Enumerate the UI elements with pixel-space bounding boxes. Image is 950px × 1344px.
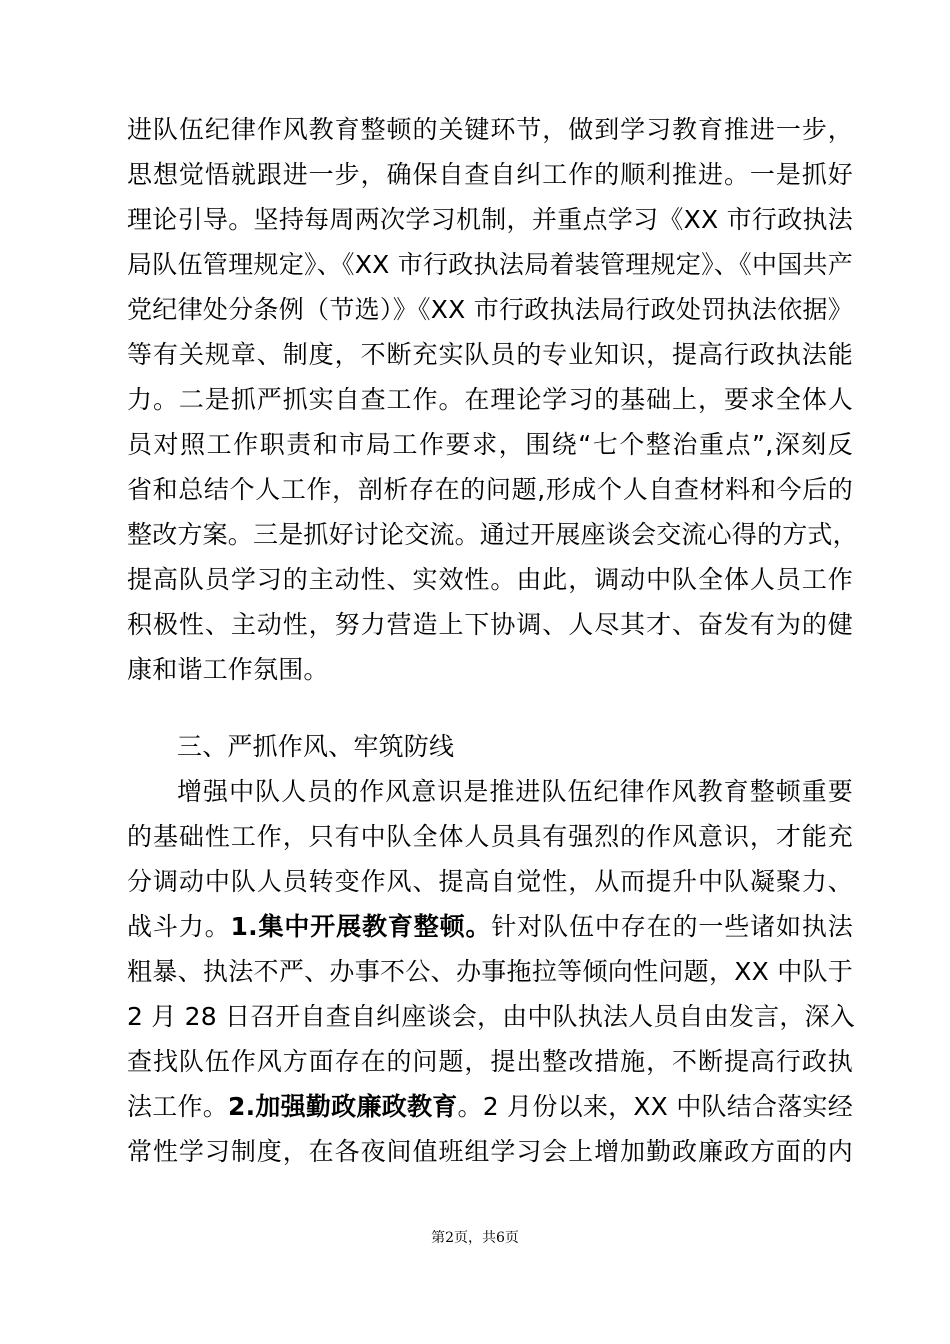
paragraph-line: 的基础性工作，只有中队全体人员具有强烈的作风意识，才能充 xyxy=(127,822,853,851)
paragraph-line: 力。二是抓严抓实自查工作。在理论学习的基础上，要求全体人 xyxy=(127,385,853,414)
paragraph-line: 分调动中队人员转变作风、提高自觉性，从而提升中队凝聚力、 xyxy=(127,867,853,896)
paragraph-line: 思想觉悟就跟进一步，确保自查自纠工作的顺利推进。一是抓好 xyxy=(127,160,853,189)
paragraph-line: 进队伍纪律作风教育整顿的关键环节，做到学习教育推进一步， xyxy=(127,115,853,144)
paragraph-line: 查找队伍作风方面存在的问题，提出整改措施，不断提高行政执 xyxy=(127,1047,853,1076)
paragraph-line: 等有关规章、制度，不断充实队员的专业知识，提高行政执法能 xyxy=(127,340,853,369)
section-heading: 三、严抓作风、牢筑防线 xyxy=(177,732,455,761)
paragraph-line: 提高队员学习的主动性、实效性。由此，调动中队全体人员工作 xyxy=(127,565,853,594)
paragraph-line: 员对照工作职责和市局工作要求，围绕“七个整治重点”,深刻反 xyxy=(127,430,853,459)
line-text: 战斗力。 xyxy=(127,912,231,941)
paragraph-line: 局队伍管理规定》、《XX 市行政执法局着装管理规定》、《中国共产 xyxy=(127,250,853,279)
paragraph-line: 常性学习制度，在各夜间值班组学习会上增加勤政廉政方面的内 xyxy=(127,1137,853,1166)
paragraph-line: 党纪律处分条例（节选）》《XX 市行政执法局行政处罚执法依据》 xyxy=(127,295,853,324)
paragraph-line: 2 月 28 日召开自查自纠座谈会，由中队执法人员自由发言，深入 xyxy=(127,1002,855,1031)
line-text: 。2 月份以来，XX 中队结合落实经 xyxy=(457,1092,853,1121)
bold-heading-1: 1.集中开展教育整顿。 xyxy=(230,912,492,941)
paragraph-line: 积极性、主动性，努力营造上下协调、人尽其才、奋发有为的健 xyxy=(127,610,853,639)
paragraph-line: 省和总结个人工作，剖析存在的问题,形成个人自查材料和今后的 xyxy=(127,475,853,504)
paragraph-line xyxy=(127,1087,853,1127)
paragraph-line xyxy=(127,907,853,947)
paragraph-line: 理论引导。坚持每周两次学习机制，并重点学习《XX 市行政执法 xyxy=(127,205,853,234)
line-text: 针对队伍中存在的一些诸如执法 xyxy=(491,912,853,941)
line-text: 法工作。 xyxy=(127,1092,229,1121)
page-footer: 第2页，共6页 xyxy=(431,1230,519,1246)
paragraph-line: 粗暴、执法不严、办事不公、办事拖拉等倾向性问题，XX 中队于 xyxy=(127,957,853,986)
paragraph-line: 康和谐工作氛围。 xyxy=(127,655,329,684)
paragraph-line: 整改方案。三是抓好讨论交流。通过开展座谈会交流心得的方式， xyxy=(127,520,858,549)
bold-heading-2: 2.加强勤政廉政教育 xyxy=(228,1092,458,1121)
paragraph-line: 增强中队人员的作风意识是推进队伍纪律作风教育整顿重要 xyxy=(177,777,853,806)
